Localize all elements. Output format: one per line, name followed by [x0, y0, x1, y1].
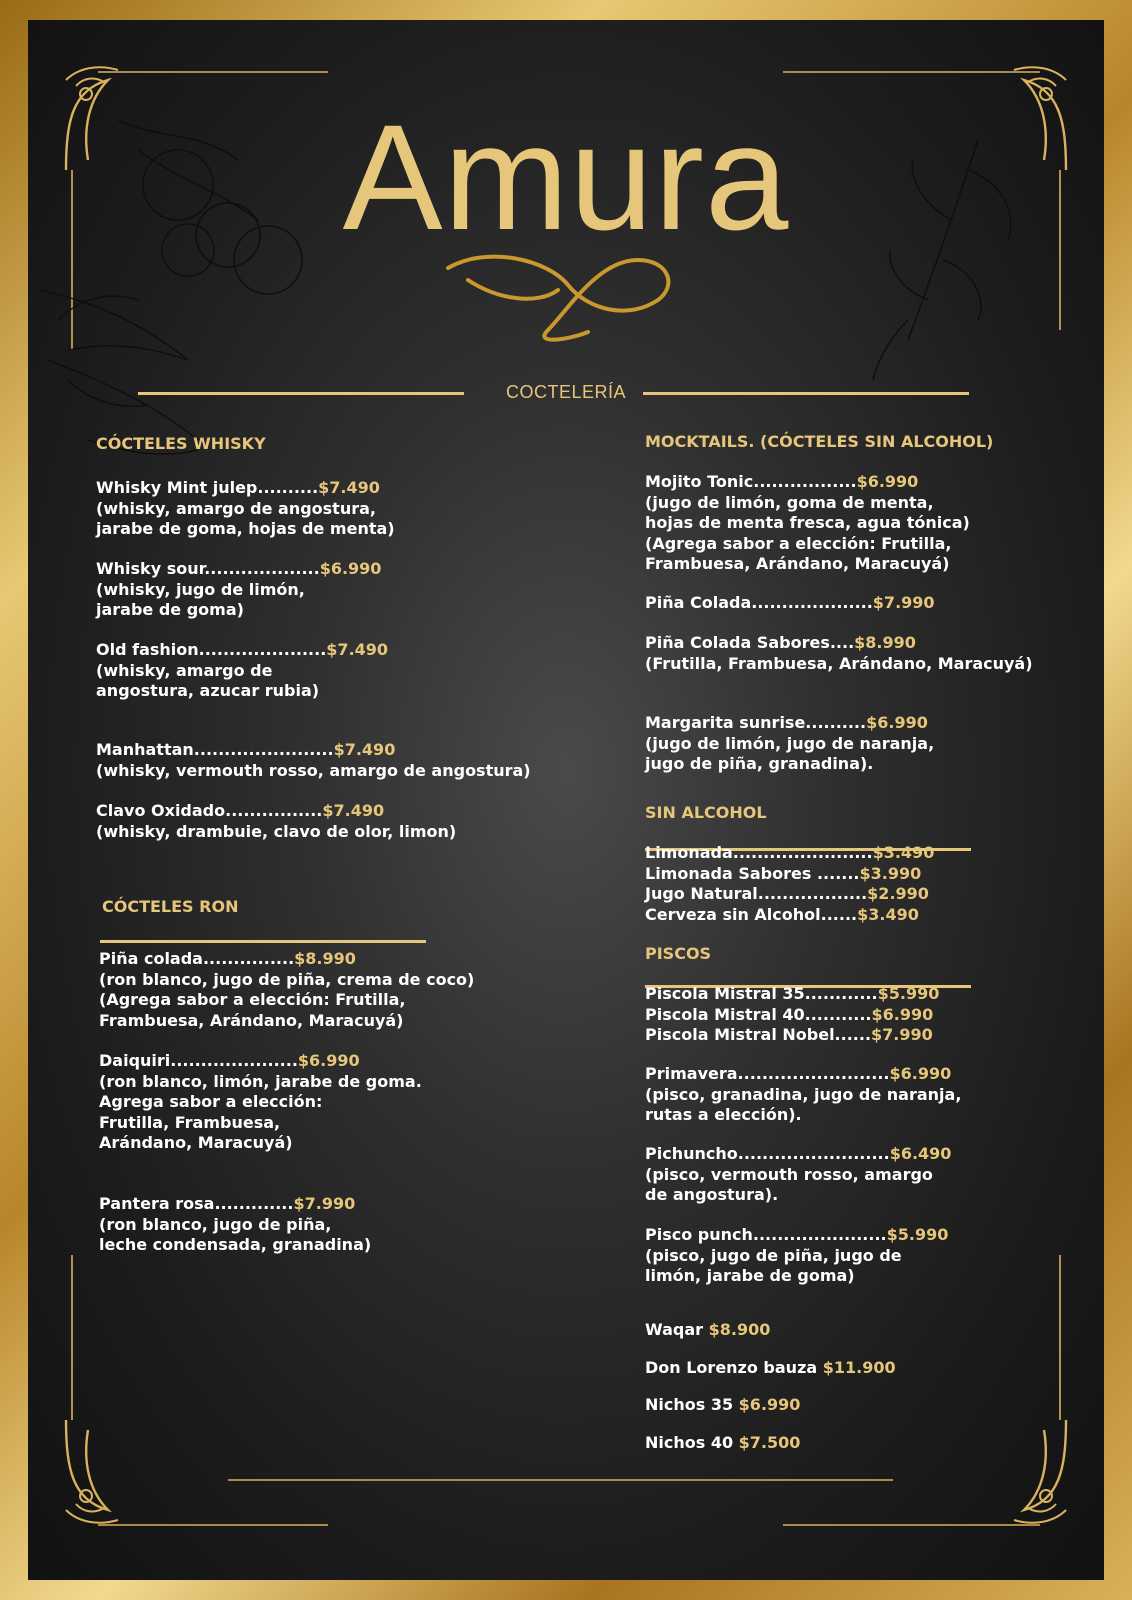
section-title: COCTELERÍA — [505, 382, 627, 402]
item-name: Whisky sour................... — [96, 559, 320, 578]
item-name: Nichos 35 — [645, 1395, 739, 1414]
menu-item — [645, 472, 1085, 575]
item-name: Clavo Oxidado................ — [96, 801, 323, 820]
item-name: Daiquiri..................... — [99, 1051, 298, 1070]
item-price: $7.990 — [872, 593, 935, 612]
list-item — [645, 843, 1085, 864]
item-description: (Frutilla, Frambuesa, Arándano, Maracuyá) — [645, 653, 1033, 673]
item-price: $7.490 — [322, 801, 385, 820]
item-price: $7.990 — [293, 1194, 356, 1213]
menu-item — [99, 949, 539, 1031]
item-price: $6.990 — [738, 1395, 801, 1414]
item-name: Limonada....................... — [645, 843, 873, 862]
list-item — [645, 1025, 1085, 1046]
item-price: $3.490 — [857, 904, 919, 924]
list-item — [645, 884, 1085, 905]
list-item — [645, 1349, 1085, 1387]
sin-alcohol-heading: SIN ALCOHOL — [645, 803, 767, 822]
item-price: $6.990 — [319, 559, 382, 578]
item-name: Piña Colada Sabores.... — [645, 633, 855, 652]
price-list — [645, 843, 1085, 925]
price-list — [645, 1311, 1085, 1461]
item-price: $8.990 — [294, 949, 356, 968]
whisky-heading: CÓCTELES WHISKY — [96, 434, 266, 453]
item-name: Margarita sunrise.......... — [645, 713, 867, 732]
menu-item — [99, 1051, 539, 1154]
list-item — [645, 984, 1085, 1005]
item-name: Pisco punch...................... — [645, 1225, 887, 1244]
price-list — [645, 984, 1085, 1046]
item-price: $7.490 — [318, 478, 380, 497]
item-price: $6.990 — [856, 472, 919, 491]
item-name: Mojito Tonic................. — [645, 472, 857, 491]
item-name: Limonada Sabores ....... — [645, 863, 860, 883]
item-name: Pantera rosa............. — [99, 1194, 294, 1213]
item-description: (pisco, vermouth rosso, amargo de angostura). — [645, 1164, 933, 1204]
item-name: Waqar — [645, 1320, 709, 1339]
list-item — [645, 905, 1085, 926]
item-price: $8.990 — [854, 633, 916, 652]
item-price: $11.900 — [822, 1357, 896, 1377]
item-name: Jugo Natural.................. — [645, 884, 868, 903]
item-price: $6.490 — [889, 1144, 952, 1163]
piscos-heading: PISCOS — [645, 944, 712, 963]
menu-item — [645, 713, 1085, 775]
item-name: Cerveza sin Alcohol...... — [645, 904, 858, 924]
item-price: $5.990 — [877, 984, 940, 1003]
item-price: $6.990 — [866, 713, 928, 732]
menu-item — [645, 593, 1085, 614]
item-price: $6.990 — [871, 1004, 934, 1024]
item-price: $7.990 — [871, 1025, 933, 1044]
item-name: Old fashion..................... — [96, 640, 327, 659]
item-description: (whisky, jugo de limón, jarabe de goma) — [96, 579, 305, 619]
mocktails-heading: MOCKTAILS. (CÓCTELES SIN ALCOHOL) — [645, 432, 994, 451]
item-name: Piña colada............... — [99, 949, 295, 968]
menu-item — [96, 559, 536, 621]
list-item — [645, 1005, 1085, 1026]
item-price: $6.990 — [889, 1064, 952, 1083]
item-name: Whisky Mint julep.......... — [96, 478, 319, 497]
item-name: Piscola Mistral Nobel...... — [645, 1025, 872, 1044]
heading-underline — [100, 940, 426, 943]
item-description: (whisky, vermouth rosso, amargo de angostura) — [96, 760, 531, 780]
list-item — [645, 1424, 1085, 1462]
item-price: $7.500 — [738, 1432, 801, 1452]
ron-heading: CÓCTELES RON — [102, 897, 239, 916]
menu-item — [645, 1225, 1085, 1287]
brand-title: Amura — [342, 93, 790, 261]
menu-item — [96, 640, 536, 702]
menu-item — [645, 1144, 1085, 1206]
item-description: (whisky, drambuie, clavo de olor, limon) — [96, 821, 457, 841]
item-description: (whisky, amargo de angostura, azucar rubia) — [96, 660, 320, 700]
item-description: (jugo de limón, goma de menta, hojas de menta fresca, agua tónica) (Agrega sabor a elección: Frutilla, Frambuesa, Arándano, Maracuyá) — [645, 492, 970, 573]
item-name: Piscola Mistral 40........... — [645, 1004, 872, 1024]
menu-item — [96, 740, 566, 781]
item-description: (ron blanco, jugo de piña, crema de coco) (Agrega sabor a elección: Frutilla, Frambuesa, Arándano, Maracuyá) — [99, 969, 475, 1030]
item-name: Pichuncho......................... — [645, 1144, 890, 1163]
menu-item — [96, 801, 536, 842]
item-price: $3.490 — [872, 843, 935, 862]
list-item — [645, 1386, 1085, 1424]
item-name: Piscola Mistral 35............ — [645, 984, 878, 1003]
menu-item — [96, 478, 536, 540]
item-price: $3.990 — [859, 863, 922, 883]
item-price: $7.490 — [326, 640, 389, 659]
item-price: $5.990 — [886, 1225, 949, 1244]
item-description: (whisky, amargo de angostura, jarabe de goma, hojas de menta) — [96, 498, 395, 538]
menu-item — [99, 1194, 539, 1256]
list-item — [645, 864, 1085, 885]
menu-item — [645, 633, 1085, 674]
menu-item — [645, 1064, 1085, 1126]
item-description: (jugo de limón, jugo de naranja, jugo de piña, granadina). — [645, 733, 935, 773]
menu-panel — [28, 20, 1104, 1580]
item-name: Primavera......................... — [645, 1064, 890, 1083]
item-description: (ron blanco, limón, jarabe de goma. Agrega sabor a elección: Frutilla, Frambuesa, Arándano, Maracuyá) — [99, 1071, 422, 1152]
item-price: $2.990 — [867, 884, 929, 903]
item-name: Nichos 40 — [645, 1432, 739, 1452]
item-description: (pisco, granadina, jugo de naranja, rutas a elección). — [645, 1084, 962, 1124]
item-name: Don Lorenzo bauza — [645, 1357, 823, 1377]
item-price: $7.490 — [333, 740, 396, 759]
item-name: Piña Colada.................... — [645, 593, 873, 612]
item-description: (pisco, jugo de piña, jugo de limón, jarabe de goma) — [645, 1245, 902, 1285]
item-description: (ron blanco, jugo de piña, leche condensada, granadina) — [99, 1214, 372, 1254]
item-name: Manhattan....................... — [96, 740, 334, 759]
item-price: $6.990 — [297, 1051, 360, 1070]
list-item — [645, 1311, 1085, 1349]
item-price: $8.900 — [708, 1320, 771, 1339]
